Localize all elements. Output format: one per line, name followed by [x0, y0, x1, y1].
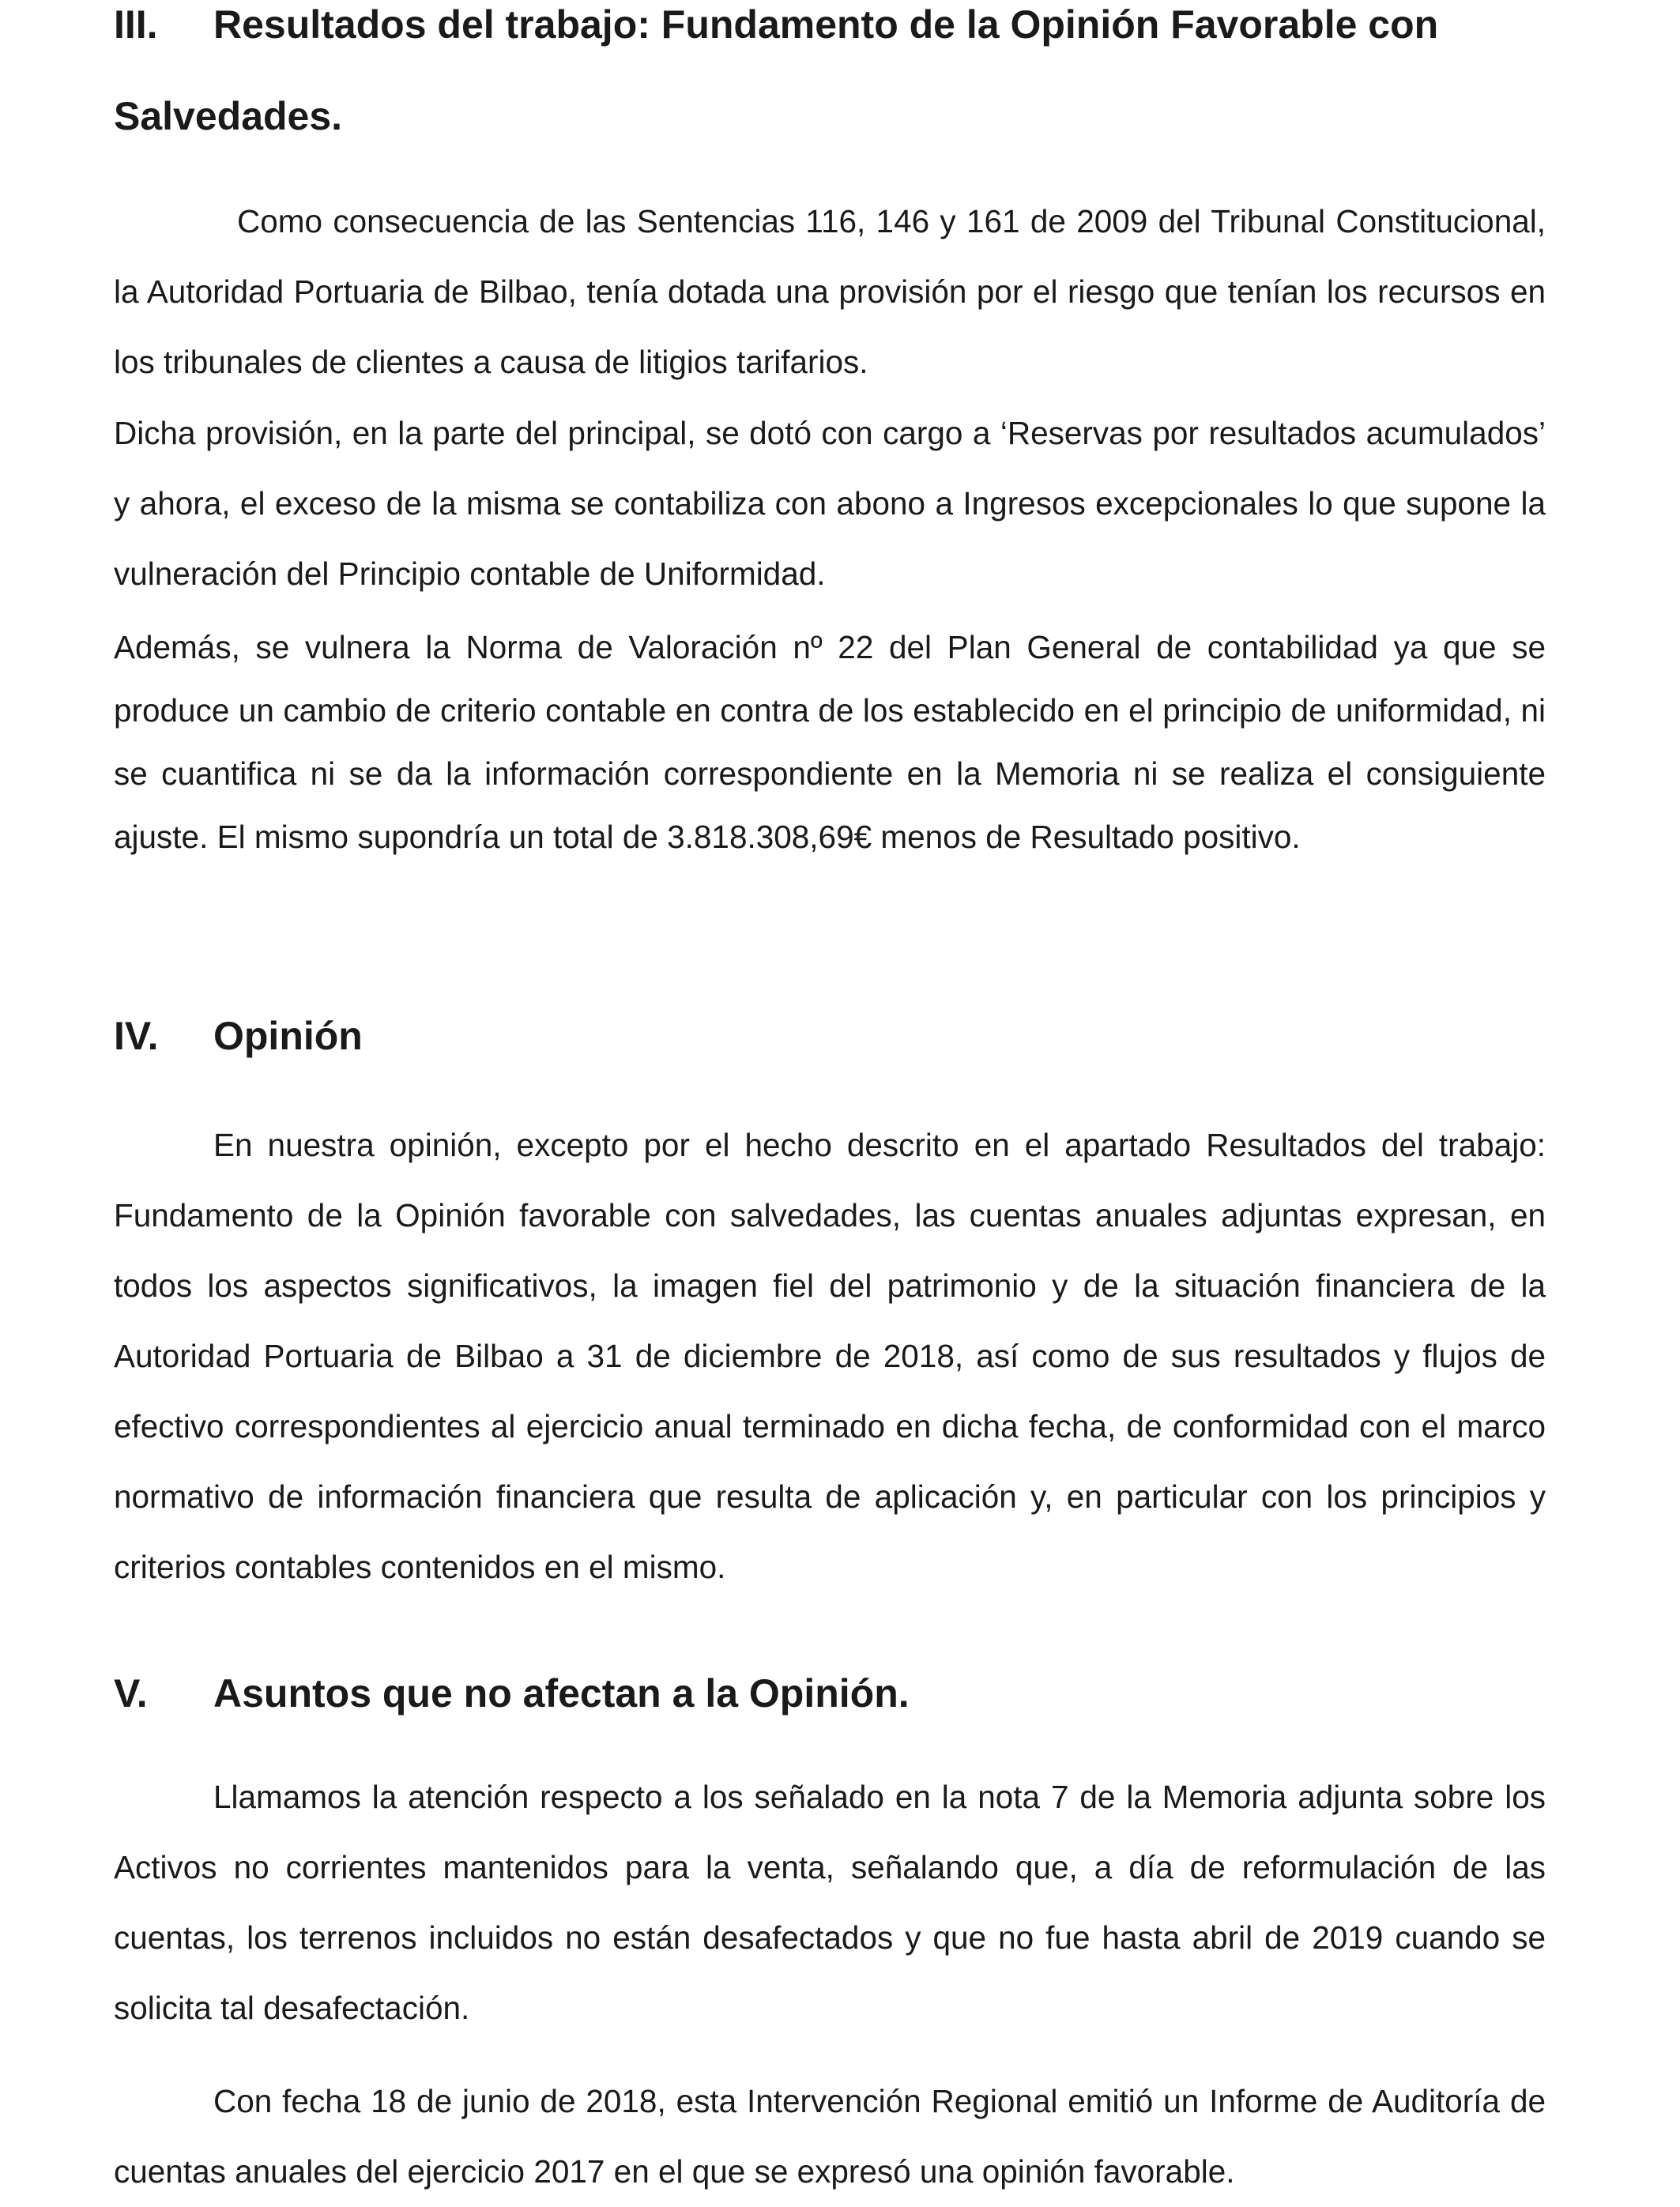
section-3-title-line1: Resultados del trabajo: Fundamento de la Opinión Favorable con	[213, 2, 1439, 47]
section-3-paragraph-1: Como consecuencia de las Sentencias 116, 146 y 161 de 2009 del Tribunal Constitucional, la Autoridad Portuaria de Bilbao, tenía dotada una provisión por el riesgo que tenían los recursos en los tribunales de clientes a causa de litigios tarifarios.	[114, 203, 1546, 380]
section-4-heading	[114, 1013, 363, 1059]
section-3-paragraph-2: Dicha provisión, en la parte del principal, se dotó con cargo a ‘Reservas por resultados acumulados’ y ahora, el exceso de la misma se contabiliza con abono a Ingresos excepcionales lo que supone la vulneración del Principio contable de Uniformidad.	[114, 415, 1546, 592]
section-5-heading	[114, 1670, 910, 1716]
section-5-paragraph-2: Con fecha 18 de junio de 2018, esta Intervención Regional emitió un Informe de Auditoría de cuentas anuales del ejercicio 2017 en el que se expresó una opinión favorable.	[114, 2083, 1546, 2190]
section-3-number: III.	[114, 2, 158, 47]
section-5-number: V.	[114, 1671, 148, 1716]
section-4-paragraph-1: En nuestra opinión, excepto por el hecho descrito en el apartado Resultados del trabajo: Fundamento de la Opinión favorable con salvedades, las cuentas anuales adjuntas expresan, en todos los aspectos significativos, la imagen fiel del patrimonio y de la situación financiera de la Autoridad Portuaria de Bilbao a 31 de diciembre de 2018, así como de sus resultados y flujos de efectivo correspondientes al ejercicio anual terminado en dicha fecha, de conformidad con el marco normativo de información financiera que resulta de aplicación y, en particular con los principios y criterios contables contenidos en el mismo.	[114, 1127, 1546, 1585]
section-5-title: Asuntos que no afectan a la Opinión.	[213, 1671, 910, 1716]
section-4-title: Opinión	[213, 1014, 363, 1058]
section-3-title-line2: Salvedades.	[114, 94, 343, 138]
section-4-number: IV.	[114, 1014, 159, 1058]
section-3-paragraph-3: Además, se vulnera la Norma de Valoración nº 22 del Plan General de contabilidad ya que se produce un cambio de criterio contable en contra de los establecido en el principio de uniformidad, ni se cuantifica ni se da la información correspondiente en la Memoria ni se realiza el consiguiente ajuste. El mismo supondría un total de 3.818.308,69€ menos de Resultado positivo.	[114, 629, 1546, 855]
section-5-paragraph-1: Llamamos la atención respecto a los señalado en la nota 7 de la Memoria adjunta sobre los Activos no corrientes mantenidos para la venta, señalando que, a día de reformulación de las cuentas, los terrenos incluidos no están desafectados y que no fue hasta abril de 2019 cuando se solicita tal desafectación.	[114, 1779, 1546, 2026]
section-3-heading	[114, 2, 1438, 47]
